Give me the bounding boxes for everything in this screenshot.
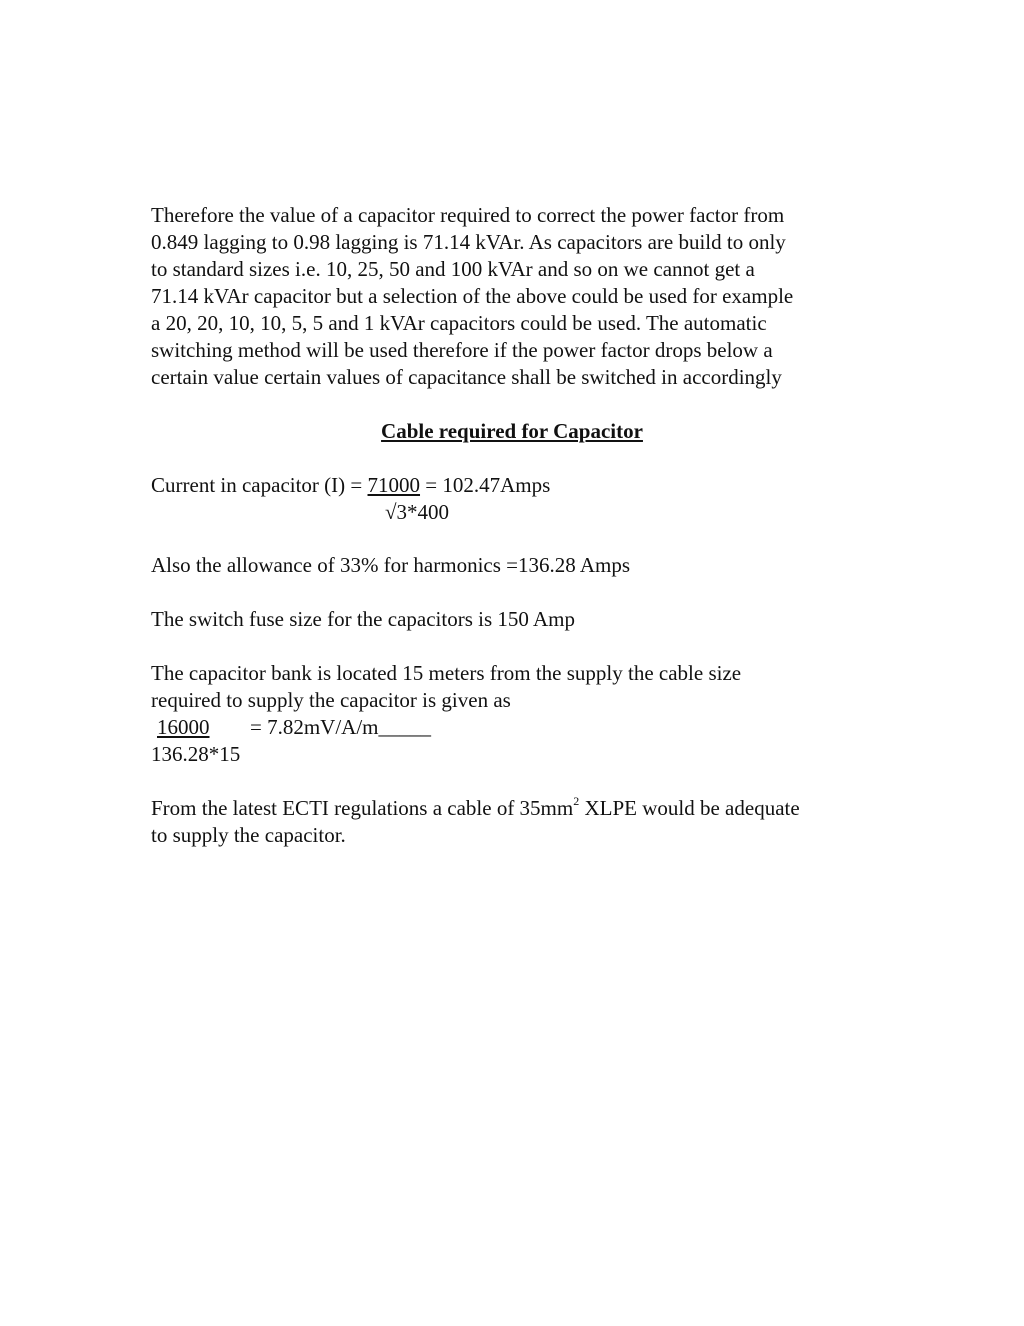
paragraph-line: to standard sizes i.e. 10, 25, 50 and 100 kVAr and so on we cannot get a bbox=[151, 257, 755, 281]
conclusion-line: to supply the capacitor. bbox=[151, 823, 346, 847]
harmonics-line: Also the allowance of 33% for harmonics =136.28 Amps bbox=[151, 553, 631, 577]
paragraph-line: a 20, 20, 10, 10, 5, 5 and 1 kVAr capacitors could be used. The automatic bbox=[151, 311, 767, 335]
voltdrop-result: = 7.82mV/A/m_____ bbox=[250, 715, 432, 739]
voltdrop-denominator: 136.28*15 bbox=[151, 742, 241, 766]
paragraph-line: required to supply the capacitor is given as bbox=[151, 688, 511, 712]
fuse-line: The switch fuse size for the capacitors is 150 Amp bbox=[151, 607, 575, 631]
paragraph-line: switching method will be used therefore if the power factor drops below a bbox=[151, 338, 773, 362]
paragraph-line: 71.14 kVAr capacitor but a selection of the above could be used for example bbox=[151, 284, 794, 308]
current-result: = 102.47Amps bbox=[420, 473, 551, 497]
paragraph-line: 0.849 lagging to 0.98 lagging is 71.14 kVAr. As capacitors are build to only bbox=[151, 230, 786, 254]
current-prefix: Current in capacitor (I) = bbox=[151, 473, 368, 497]
paragraph-line: The capacitor bank is located 15 meters from the supply the cable size bbox=[151, 661, 742, 685]
current-numerator: 71000 bbox=[367, 473, 421, 497]
superscript: 2 bbox=[573, 794, 580, 808]
current-formula bbox=[151, 472, 550, 499]
section-heading: Cable required for Capacitor bbox=[381, 419, 643, 443]
voltdrop-numerator: 16000 bbox=[157, 715, 210, 739]
paragraph-line: certain value certain values of capacitance shall be switched in accordingly bbox=[151, 365, 782, 389]
current-denominator: √3*400 bbox=[385, 500, 450, 524]
paragraph-line: Therefore the value of a capacitor required to correct the power factor from bbox=[151, 203, 785, 227]
conclusion-line: From the latest ECTI regulations a cable of $35mm^2$ XLPE would be adequate bbox=[151, 794, 800, 820]
